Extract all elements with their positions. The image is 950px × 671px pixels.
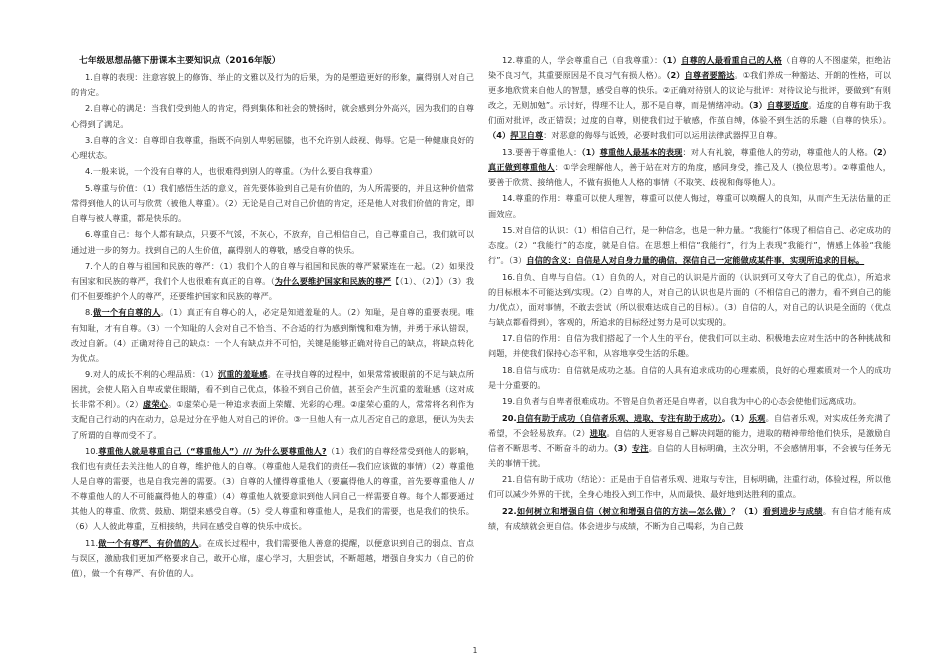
right-column [488,53,891,535]
bold-text: （4） [488,130,511,141]
paragraph-text: 11. [85,537,99,548]
bold-text: （1） [662,55,682,65]
paragraph-text: 2.自尊心的满足：当我们受到他人的肯定，得到集体和社会的赞扬时，就会感到分外高兴，因为我们的自尊心得到了满足。 [71,103,474,129]
knowledge-point-paragraph [488,223,891,268]
paragraph-text: 。适度的自尊有助于我们面对批评，改正错误；过度的自尊，则使我们过于敏感，作茧自缚，体验不到生活的乐趣（自尊的快乐）。 [488,100,891,126]
paragraph-text: 。有自信才能有成绩，有成绩就会更自信。体会进步与成绩，不断为自己喝彩，为自己鼓 [488,505,891,531]
paragraph-text: 。自信的人更容易自己解决问题的能力，进取的精神带给他们快乐，是激励自信者不断思考、不断奋斗的动力。 [488,427,891,453]
paragraph-text: 12.尊重的人，学会尊重自己（自我尊重）： [502,55,663,65]
paragraph-text: 。在成长过程中，我们需要他人善意的提醒，以便意识到自己的弱点、盲点与误区，激励我们更加严格要求自己，敢开心扉，虚心学习，大胆尝试，不断超越，增强自身实力（自己的价值），做一个有尊严、有价值的人。 [71,537,474,578]
key-term: 自尊的人最看重自己的人格 [681,55,782,65]
paragraph-text: 1.自尊的表现：注意容貌上的修饰、举止的文雅以及行为的后果，为的是塑造更好的形象，赢得别人对自己的肯定。 [71,72,474,98]
paragraph-text: 。（1）真正有自尊心的人，必定是知道羞耻的人。（2）知耻，是自尊的重要表现。唯有知耻，才有自尊。（3）一个知耻的人会对自己不恰当、不合适的行为感到惭愧和难为情，并勇于承认错误，改过自新。（4）正确对待自己的缺点：一个人有缺点并不可怕，关键是能够正确对待自己的缺点，将缺点转化为优点。 [71,307,475,363]
paragraph-text: 21.自信有助于成功（结论）：正是由于自信者乐观、进取与专注，目标明确，注重行动，体验过程，所以他们可以减少外界的干扰，全身心地投入到工作中，从而最快、最好地到达胜利的重点。 [488,474,891,500]
knowledge-point-paragraph [488,145,891,190]
paragraph-text: （1）我们的自尊经常受到他人的影响，我们也有责任去关注他人的自尊，维护他人的自尊。（尊重他人是我们的责任—我们应该做的事情）（2）尊重他人是自尊的需要，也是自我完善的需要。（3）自尊的人懂得尊重他人（要赢得他人的尊重，首先要尊重他人 // 不尊重他人的人不可能赢得他人的尊重）（4）尊重他人就要意识到他人同自己一样需要自尊。每个人都要通过其他人的尊重、欣赏、鼓励、期望来感受自尊。（5）受人尊重和尊重他人，是我们的需要，也是我们的快乐。（6）人人彼此尊重，互相接纳，共同在感受自尊的快乐中成长。 [71,445,474,532]
knowledge-point-paragraph [488,53,891,144]
knowledge-point-paragraph [71,101,474,131]
paragraph-text: 6.尊重自己：每个人都有缺点，只要不气馁，不灰心，不放弃，自己相信自己，自己尊重自己，我们就可以通过进一步的努力。找到自己的人生价值，赢得别人的尊敬，感受自尊的快乐。 [71,229,474,255]
key-term: 做一个有尊严、有价值的人 [98,537,199,548]
paragraph-text: 15.对自信的认识：（1）相信自己行，是一种信念，也是一种力量。“我能行”体现了相信自己、必定成功的态度。（2）“我能行”的态度，就是自信。在思想上相信“我能行”，行为上表现“我能行”，情感上体验“我能行”。（3） [488,224,891,266]
paragraph-text: （自尊的人不图虚荣，拒绝沾染不良习气，其重要原因是不良习气有损人格）。 [488,55,891,81]
key-term: 做一个有自尊的人 [92,307,161,318]
paragraph-text: ：①学会理解他人，善于站在对方的角度，感同身受，推己及人（换位思考）。②尊重他人，要善于欣赏、接纳他人，不做有损他人人格的事情（不取笑、歧视和侮辱他人）。 [488,161,891,188]
knowledge-point-paragraph [71,164,474,179]
document-title: 七年级思想品德下册课本主要知识点（2016年版） [79,56,281,66]
key-term: 虚荣心 [143,399,168,410]
knowledge-point-paragraph [488,504,891,534]
knowledge-point-paragraph [488,363,891,393]
knowledge-point-paragraph [71,367,474,442]
knowledge-point-paragraph [488,472,891,502]
paragraph-text: 19.自负者与自卑者很难成功。不管是自负者还是自卑者，以自我为中心的心态会使他们远离成功。 [502,396,862,407]
paragraph-text: 【（1）、（2）】）（3）我们不但要维护个人的尊严，还要维护国家和民族的尊严。 [71,276,475,302]
paragraph-text: 8. [85,307,93,318]
key-term: 专注 [631,442,649,453]
left-column [71,54,474,582]
paragraph-text: 5.尊重与价值：（1）我们感悟生活的意义，首先要体验到自己是有价值的，为人所需要的，并且这种价值常常得到他人的认可与欣赏（被他人尊重）。（2）无论是自己对自己价值的肯定，还是他人对我们价值的肯定，即自尊与被人尊重，都是快乐的。 [71,182,474,224]
knowledge-point-paragraph [71,444,474,535]
paragraph-text: ：对人有礼貌，尊重他人的劳动，尊重他人的人格。 [682,146,873,157]
bold-text: （3） [748,100,767,111]
paragraph-text: 。自信的人目标明确，主次分明，不会感情用事，不会被与任务无关的事情干扰。 [488,442,891,468]
knowledge-point-paragraph [71,305,474,365]
key-term: 为什么要维护国家和民族的尊严 [274,276,392,286]
knowledge-point-paragraph [71,536,474,581]
knowledge-point-paragraph [488,394,891,409]
paragraph-text: 7.个人的自尊与祖国和民族的尊严：（1）我们个人的自尊与祖国和民族的尊严紧紧连在一起。（2）如果没有国家和民族的尊严，我们个人也很难有真正的自尊。（ [71,260,474,286]
knowledge-point-paragraph [71,70,474,100]
key-term: 自信有助于成功（自信者乐观、进取、专注有助于成功） [516,412,722,423]
page-number: 1 [472,646,478,655]
bold-text: （1） [581,146,600,157]
paragraph-text: 9.对人的成长不利的心理品质：（1） [85,369,218,380]
knowledge-point-paragraph [71,181,474,226]
key-term: 乐观 [748,412,766,423]
paragraph-text: 4.一般来说，一个没有自尊的人，也很难得到别人的尊重。（为什么要自我尊重） [85,166,378,177]
paragraph-text: 14.尊重的作用：尊重可以使人理智，尊重可以使人悔过，尊重可以唤醒人的良知，从而产生无法估量的正面效应。 [488,193,891,219]
left-paragraph-list [71,70,474,581]
paragraph-text: 17.自信的作用：自信为我们搭起了一个人生的平台，使我们可以主动、积极地去应对生活中的各种挑战和问题，并使我们保持心态平和，从容地享受生活的乐趣。 [488,333,891,359]
paragraph-text: 3.自尊的含义：自尊即自我尊重，指既不向别人卑躬屈膝，也不允许别人歧视、侮辱。它是一种健康良好的心理状态。 [71,134,474,161]
key-term: 自尊者要豁达 [684,70,735,81]
key-term: 如何树立和增强自信（树立和增强自信的方法—怎么做） [516,505,732,516]
right-paragraph-list [488,53,891,534]
key-term: 进取 [589,427,607,438]
knowledge-point-paragraph [71,227,474,257]
key-term: 尊重他人就是尊重自己（“尊重他人”）/// 为什么要尊重他人? [98,445,327,456]
knowledge-point-paragraph [488,331,891,361]
bold-text: ？（1） [731,505,763,516]
paragraph-text: 16.自负、自卑与自信。（1）自负的人，对自己的认识是片面的（认识到可又夸大了自己的优点），所追求的目标根本不可能达到/实现。（2）自卑的人，对自己的认识也是片面的（不相信自己的潜力，看不到自己的能力/优点），面对事情，不敢去尝试（所以很难达成自己的目标）。（3）自信的人，对自己的认识是全面的（优点与缺点都看得到），客观的，所追求的目标经过努力是可以实现的。 [488,271,891,327]
bold-text: （2） [666,70,685,81]
paragraph-text: 10. [85,445,99,456]
paragraph-text: 。①我们养成一种豁达、开朗的性格，可以更多地欣赏来自他人的智慧，感受自尊的快乐。②正确对待别人的议论与批评：对待议论与批评，要做到“有则改之，无则加勉”。示讨好，得理不让人，那不是自尊，而是情绪冲动。 [488,70,891,111]
bold-text: 20. [502,412,517,423]
bold-text: （2） [872,146,891,157]
key-term: 自尊要适度 [766,100,809,111]
knowledge-point-paragraph [71,259,474,304]
bold-text: 。（1） [721,412,749,423]
key-term: 看到进步与成绩 [762,505,823,516]
bold-text: 22. [502,505,517,516]
paragraph-text: 。在寻找自尊的过程中，如果常常被眼前的不足与缺点所困扰，会使人陷入自卑或蒙住眼睛，看不到自己优点，体验不到自己价值，甚至会产生沉重的羞耻感（这对成长非常不利）。（2） [71,369,474,410]
key-term: 自信的含义：自信是人对自身力量的确信，深信自己一定能做成某件事，实现所追求的目标。 [526,255,865,266]
key-term: 尊重他人最基本的表现 [599,146,683,157]
paragraph-text: 18.自信与成功：自信就是成功之基。自信的人具有追求成功的心理素质，良好的心理素质对一个人的成功是十分重要的。 [488,364,891,390]
key-term: 真正做到尊重他人 [488,161,555,172]
knowledge-point-paragraph [488,411,891,471]
paragraph-text: 。①虚荣心是一种追求表面上荣耀、光彩的心理。②虚荣心重的人，常常将名利作为支配自己行动的内在动力，总是过分在乎他人对自己的评价。③一旦他人有一点儿否定自己的意思，便认为失去了所谓的自尊而受不了。 [71,399,475,440]
paragraph-text: 。自信者乐观，对实成任务充满了希望，不会轻易放弃。（2） [488,412,891,438]
paragraph-text: 13.要善于尊重他人： [502,146,582,157]
key-term: 沉重的羞耻感 [217,369,268,380]
knowledge-point-paragraph [488,270,891,330]
knowledge-point-paragraph [488,191,891,221]
knowledge-point-paragraph [71,133,474,163]
key-term: 捍卫自尊 [510,130,544,141]
bold-text: （3） [613,442,632,453]
paragraph-text: ：对恶意的侮辱与诋毁，必要时我们可以运用法律武器捍卫自尊。 [543,130,783,141]
